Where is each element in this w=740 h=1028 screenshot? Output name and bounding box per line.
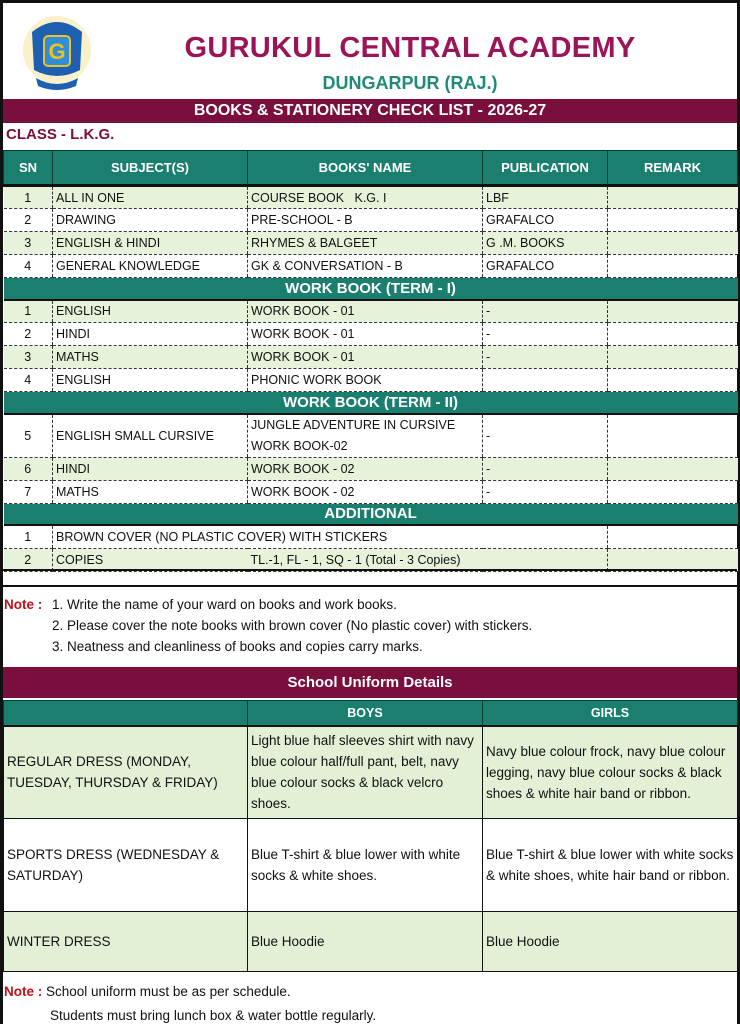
sn: 5 xyxy=(4,414,53,458)
subject: HINDI xyxy=(53,323,248,346)
dress-type: REGULAR DRESS (MONDAY, TUESDAY, THURSDAY & FRIDAY) xyxy=(4,726,248,819)
book: COURSE BOOK K.G. I xyxy=(248,186,483,209)
publication: - xyxy=(483,300,608,323)
remark xyxy=(608,300,738,323)
sn: 1 xyxy=(4,300,53,323)
table-header xyxy=(4,151,738,186)
table-row xyxy=(4,186,738,209)
girls-uniform: Blue T-shirt & blue lower with white socks & white shoes, white hair band or ribbon. xyxy=(483,819,738,912)
spacer-row xyxy=(3,569,737,587)
col-remark: REMARK xyxy=(608,151,738,186)
table-row xyxy=(4,255,738,278)
books-table xyxy=(3,150,738,572)
dress-type: SPORTS DRESS (WEDNESDAY & SATURDAY) xyxy=(4,819,248,912)
additional-title: ADDITIONAL xyxy=(4,503,738,525)
remark xyxy=(608,548,738,571)
book: GK & CONVERSATION - B xyxy=(248,255,483,278)
table-row xyxy=(4,414,738,458)
remark xyxy=(608,255,738,278)
sn: 2 xyxy=(4,548,53,571)
table-row xyxy=(4,300,738,323)
detail: TL.-1, FL - 1, SQ - 1 (Total - 3 Copies) xyxy=(248,548,608,571)
remark xyxy=(608,525,738,548)
book-line-1: JUNGLE ADVENTURE IN CURSIVE xyxy=(251,417,456,432)
col-books: BOOKS' NAME xyxy=(248,151,483,186)
uniform-header xyxy=(4,701,738,726)
subject: ALL IN ONE xyxy=(53,186,248,209)
table-row xyxy=(4,480,738,503)
publication: GRAFALCO xyxy=(483,209,608,232)
term2-title: WORK BOOK (TERM - II) xyxy=(4,392,738,414)
subject: ENGLISH xyxy=(53,300,248,323)
publication: - xyxy=(483,414,608,458)
publication: GRAFALCO xyxy=(483,255,608,278)
col-sn: SN xyxy=(4,151,53,186)
col-subject: SUBJECT(S) xyxy=(53,151,248,186)
table-row xyxy=(4,346,738,369)
book: PHONIC WORK BOOK xyxy=(248,369,483,392)
boys-uniform: Blue Hoodie xyxy=(248,912,483,972)
publication: - xyxy=(483,346,608,369)
book: WORK BOOK - 01 xyxy=(248,346,483,369)
sn: 7 xyxy=(4,480,53,503)
publication: - xyxy=(483,323,608,346)
note-item: 2. Please cover the note books with brown cover (No plastic cover) with stickers. xyxy=(52,618,533,633)
book: WORK BOOK - 01 xyxy=(248,323,483,346)
book: WORK BOOK - 02 xyxy=(248,480,483,503)
uniform-row xyxy=(4,819,738,912)
school-name: GURUKUL CENTRAL ACADEMY xyxy=(184,32,636,64)
class-label: CLASS - L.K.G. xyxy=(6,126,115,143)
svg-text:G: G xyxy=(48,39,66,64)
note-item: Students must bring lunch box & water bottle regularly. xyxy=(50,1008,377,1023)
publication xyxy=(483,369,608,392)
subject: GENERAL KNOWLEDGE xyxy=(53,255,248,278)
table-row xyxy=(4,209,738,232)
note-label: Note : xyxy=(4,984,43,999)
table-row xyxy=(4,232,738,255)
subject: ENGLISH & HINDI xyxy=(53,232,248,255)
sn: 1 xyxy=(4,525,53,548)
subject: ENGLISH SMALL CURSIVE xyxy=(53,414,248,458)
uniform-table xyxy=(3,700,738,972)
publication: - xyxy=(483,480,608,503)
subject: DRAWING xyxy=(53,209,248,232)
note-label: Note : xyxy=(4,597,43,612)
book: RHYMES & BALGEET xyxy=(248,232,483,255)
remark xyxy=(608,457,738,480)
table-row xyxy=(4,525,738,548)
sn: 1 xyxy=(4,186,53,209)
col-girls: GIRLS xyxy=(483,701,738,726)
remark xyxy=(608,369,738,392)
subject: ENGLISH xyxy=(53,369,248,392)
col-publication: PUBLICATION xyxy=(483,151,608,186)
col-type xyxy=(4,701,248,726)
remark xyxy=(608,323,738,346)
table-row xyxy=(4,457,738,480)
remark xyxy=(608,232,738,255)
girls-uniform: Navy blue colour frock, navy blue colour legging, navy blue colour socks & black shoes & white hair band or ribbon. xyxy=(483,726,738,819)
section-header xyxy=(4,392,738,414)
remark xyxy=(608,414,738,458)
notes xyxy=(4,594,532,657)
item: COPIES xyxy=(53,548,248,571)
sn: 2 xyxy=(4,323,53,346)
checklist-title: BOOKS & STATIONERY CHECK LIST - 2026-27 xyxy=(3,99,737,123)
book: PRE-SCHOOL - B xyxy=(248,209,483,232)
section-header xyxy=(4,278,738,300)
uniform-row xyxy=(4,726,738,819)
book-line-2: WORK BOOK-02 xyxy=(251,438,348,453)
uniform-notes xyxy=(4,980,376,1028)
book: WORK BOOK - 01 xyxy=(248,300,483,323)
sn: 6 xyxy=(4,457,53,480)
sn: 4 xyxy=(4,369,53,392)
term1-title: WORK BOOK (TERM - I) xyxy=(4,278,738,300)
remark xyxy=(608,346,738,369)
sn: 3 xyxy=(4,346,53,369)
remark xyxy=(608,209,738,232)
sn: 2 xyxy=(4,209,53,232)
table-row xyxy=(4,323,738,346)
remark xyxy=(608,480,738,503)
dress-type: WINTER DRESS xyxy=(4,912,248,972)
publication: - xyxy=(483,457,608,480)
item: BROWN COVER (NO PLASTIC COVER) WITH STICKERS xyxy=(53,525,608,548)
subject: HINDI xyxy=(53,457,248,480)
remark xyxy=(608,186,738,209)
publication: LBF xyxy=(483,186,608,209)
table-row xyxy=(4,548,738,571)
boys-uniform: Blue T-shirt & blue lower with white socks & white shoes. xyxy=(248,819,483,912)
sn: 4 xyxy=(4,255,53,278)
section-header xyxy=(4,503,738,525)
uniform-title: School Uniform Details xyxy=(3,667,737,698)
publication: G .M. BOOKS xyxy=(483,232,608,255)
col-boys: BOYS xyxy=(248,701,483,726)
boys-uniform: Light blue half sleeves shirt with navy blue colour half/full pant, belt, navy blue colour socks & black velcro shoes. xyxy=(248,726,483,819)
girls-uniform: Blue Hoodie xyxy=(483,912,738,972)
sn: 3 xyxy=(4,232,53,255)
book: WORK BOOK - 02 xyxy=(248,457,483,480)
note-item: 1. Write the name of your ward on books and work books. xyxy=(52,597,397,612)
subject: MATHS xyxy=(53,480,248,503)
school-location: DUNGARPUR (RAJ.) xyxy=(322,73,498,93)
table-row xyxy=(4,369,738,392)
uniform-row xyxy=(4,912,738,972)
note-item: 3. Neatness and cleanliness of books and copies carry marks. xyxy=(52,639,423,654)
book xyxy=(248,414,483,458)
note-item: School uniform must be as per schedule. xyxy=(46,984,291,999)
subject: MATHS xyxy=(53,346,248,369)
